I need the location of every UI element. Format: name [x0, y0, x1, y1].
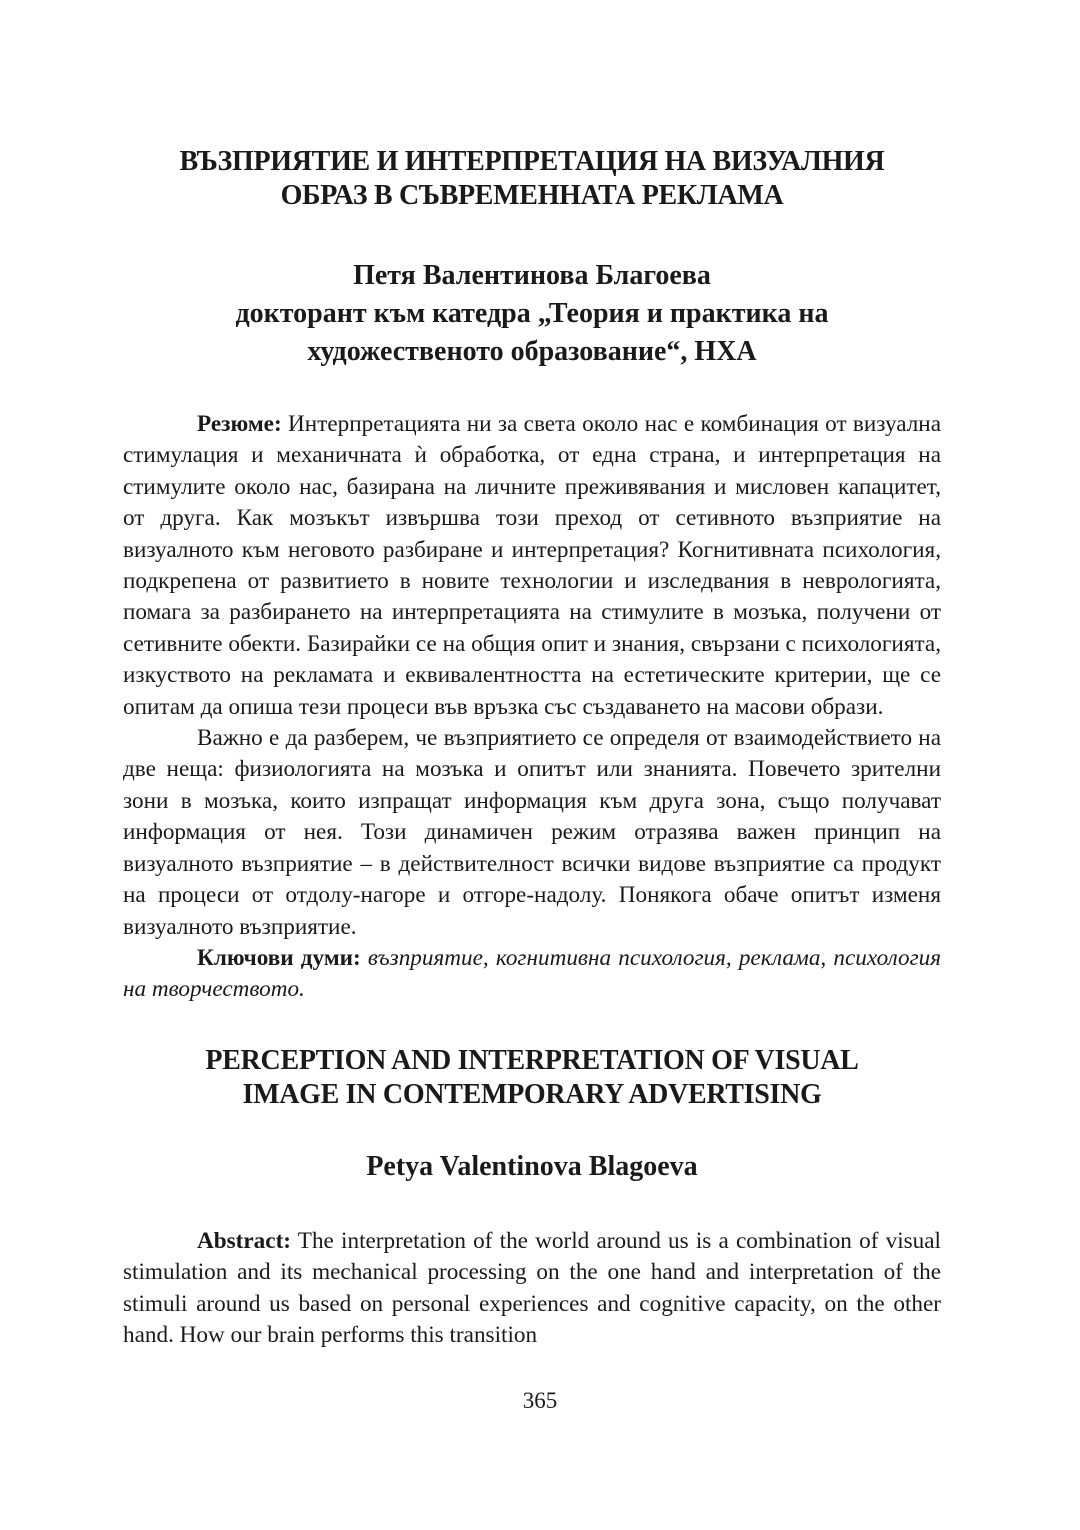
bg-keywords-text: възприятие, когнитивна психология, реклама, психология на творчеството. — [123, 944, 941, 1003]
en-title-line-1: PERCEPTION AND INTERPRETATION OF VISUAL — [205, 1044, 859, 1076]
bg-title — [123, 145, 941, 213]
bg-abstract-label: Резюме: — [197, 411, 282, 437]
bg-abstract-paragraph-2 — [123, 723, 941, 943]
bg-title-line-2: ОБРАЗ В СЪВРЕМЕННАТА РЕКЛАМА — [280, 180, 784, 211]
en-abstract-paragraph-1 — [123, 1226, 941, 1352]
bg-abstract-text-2: Важно е да разберем, че възприятието се определя от взаимодействието на две неща: физиологията на мозъка и опитът или знанията. Повечето зрителни зони в мозъка, които изпращат информация към друга зона, също получават информация от нея. Този динамичен режим отразява важен принцип на визуалното възприятие – в действителност всички видове възприятие са продукт на процеси от отдолу-нагоре и отгоре-надолу. Понякога обаче опитът изменя визуалното възприятие. — [123, 725, 941, 940]
bg-author-affiliation-line-1: докторант към катедра „Теория и практика на — [235, 298, 829, 329]
bg-author-block — [123, 257, 941, 371]
bg-abstract-paragraph-1 — [123, 409, 941, 723]
bg-author-name: Петя Валентинова Благоева — [353, 260, 711, 291]
bg-author-affiliation-line-2: художественото образование“, НХА — [307, 336, 757, 367]
en-title-line-2: IMAGE IN CONTEMPORARY ADVERTISING — [242, 1078, 822, 1110]
en-author-name: Petya Valentinova Blagoeva — [366, 1150, 698, 1182]
bg-keywords-label: Ключови думи: — [197, 944, 361, 971]
en-title — [123, 1044, 941, 1112]
en-author-block — [123, 1148, 941, 1186]
bg-keywords — [123, 943, 941, 1006]
page-number: 365 — [522, 1388, 558, 1413]
en-abstract-text-1: The interpretation of the world around us is a combination of visual stimulation and its mechanical processing on the one hand and interpretation of the stimuli around us based on personal experiences and cognitive capacity, on the other hand. How our brain performs this transition — [123, 1227, 941, 1348]
bg-abstract-text-1: Интерпретацията ни за света около нас е комбинация от визуална стимулация и механичната ѝ обработка, от една страна, и интерпретация на стимулите около нас, базирана на личните преживявания и мисловен капацитет, от друга. Как мозъкът извършва този преход от сетивното възприятие на визуалното към неговото разбиране и интерпретация? Когнитивната психология, подкрепена от развитието в новите технологии и изследвания в неврологията, помага за разбирането на интерпретацията на стимулите в мозъка, получени от сетивните обекти. Базирайки се на общия опит и знания, свързани с психологията, изкуството на рекламата и еквивалентността на естетическите критерии, ще се опитам да опиша тези процеси във връзка със създаването на масови образи. — [123, 411, 942, 720]
bg-title-line-1: ВЪЗПРИЯТИЕ И ИНТЕРПРЕТАЦИЯ НА ВИЗУАЛНИЯ — [179, 146, 885, 177]
en-abstract-label: Abstract: — [197, 1227, 292, 1254]
page-content — [123, 145, 941, 1351]
